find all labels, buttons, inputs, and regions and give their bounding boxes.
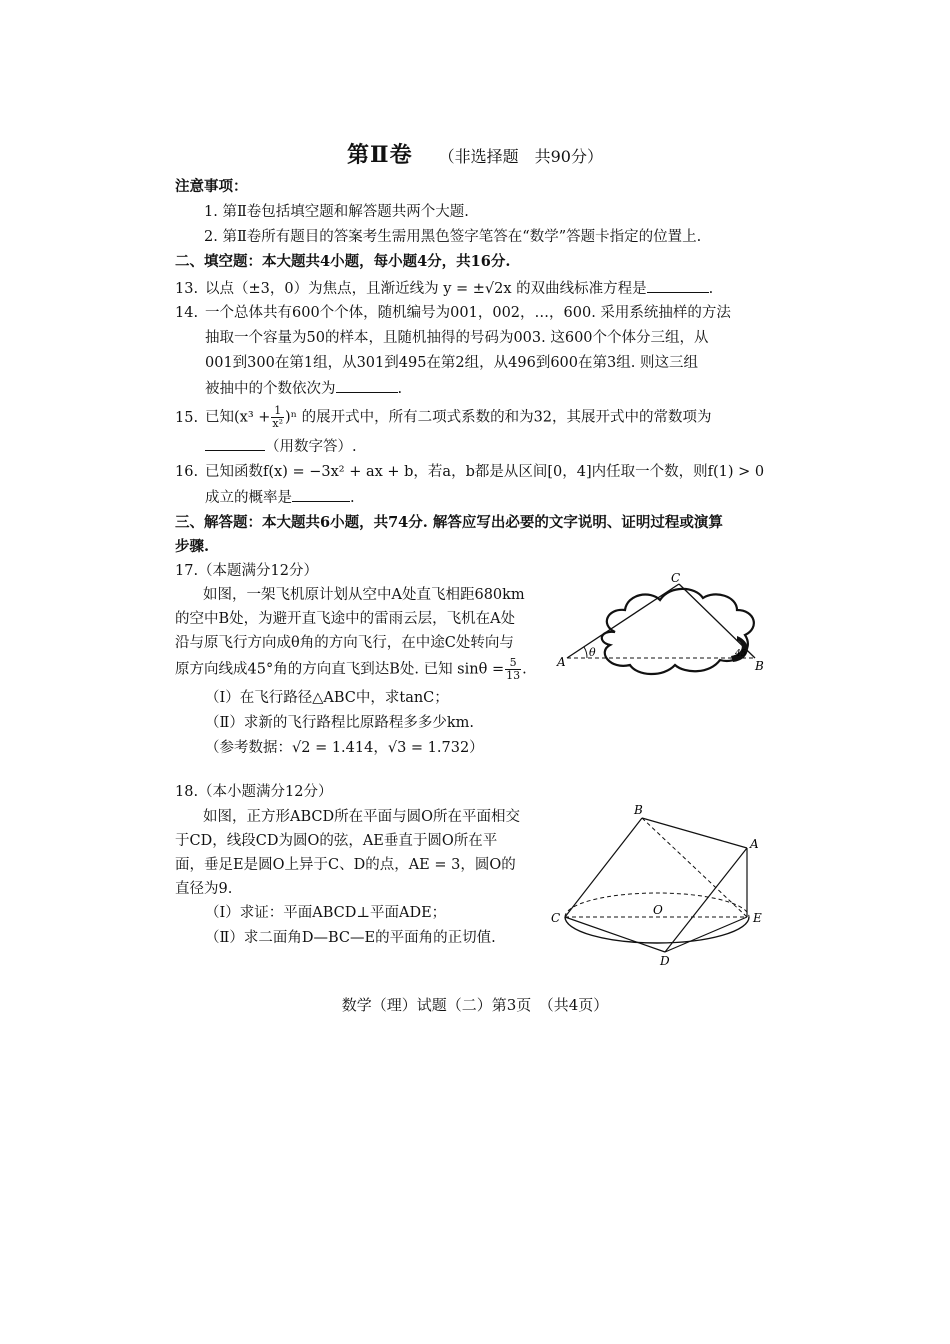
question-16 (175, 462, 764, 482)
edge-ad (665, 848, 747, 952)
q17-part-1: （Ⅰ）在飞行路径△ABC中，求tanC； (205, 690, 449, 706)
q15-number: 15. (175, 409, 199, 426)
q17-line-4 (175, 657, 527, 682)
q17-sin-num: 5 (505, 657, 521, 670)
label-c: C (671, 571, 681, 585)
section3-line-2: 步骤. (175, 538, 210, 555)
q17-heading: 17.（本题满分12分） (175, 563, 319, 579)
q15-fraction (271, 405, 284, 430)
notice-item-2: 2. 第Ⅱ卷所有题目的答案考生需用黑色签字笔答在“数学”答题卡指定的位置上. (204, 229, 702, 245)
label-o: O (653, 903, 663, 917)
q18-part-2: （Ⅱ）求二面角D—BC—E的平面角的正切值. (205, 930, 496, 946)
q13-text: 以点（±3，0）为焦点，且渐近线为 y = ±√2x 的双曲线标准方程是 (205, 281, 647, 297)
q14-line-2: 抽取一个容量为50的样本，且随机抽得的号码为003. 这600个个体分三组，从 (205, 330, 709, 346)
label-theta: θ (589, 646, 596, 659)
label-45: 45 (735, 649, 747, 659)
q17-line-2: 的空中B处，为避开直飞途中的雷雨云层，飞机在A处 (175, 611, 516, 627)
q15-frac-den: x² (272, 417, 284, 430)
notice-item-1: 1. 第Ⅱ卷包括填空题和解答题共两个大题. (204, 204, 469, 220)
q14-number: 14. (175, 305, 199, 321)
cloud-shape (602, 589, 754, 674)
q17-line-3: 沿与原飞行方向成θ角的方向飞行，在中途C处转向与 (175, 635, 514, 651)
q17-sin-den: 13 (506, 669, 521, 682)
q17-line-4-end: . (522, 661, 527, 678)
q17-part-3: （参考数据：√2 = 1.414，√3 = 1.732） (205, 740, 484, 756)
q18-part-1: （Ⅰ）求证：平面ABCD⊥平面ADE； (205, 905, 447, 921)
label-c: C (551, 911, 561, 925)
edge-bc (565, 818, 642, 917)
q17-figure (555, 570, 780, 695)
label-a: A (557, 655, 566, 669)
q14-end: . (397, 381, 403, 397)
q18-figure (550, 802, 775, 967)
section2-heading: 二、填空题：本大题共4小题，每小题4分，共16分. (175, 253, 511, 270)
q13-end: . (708, 281, 714, 297)
q17-sin-fraction (505, 657, 521, 682)
edge-cd (565, 917, 665, 952)
label-e: E (753, 911, 762, 925)
q18-heading: 18.（本小题满分12分） (175, 784, 333, 800)
q17-part-2: （Ⅱ）求新的飞行路程比原路程多多少km. (205, 715, 474, 731)
page-footer: 数学（理）试题（二）第3页 （共4页） (341, 996, 609, 1014)
q15-answer-blank[interactable] (205, 436, 265, 451)
question-13 (175, 278, 713, 299)
q14-answer-blank[interactable] (336, 378, 398, 393)
q17-line-1: 如图，一架飞机原计划从空中A处直飞相距680km (203, 587, 525, 603)
q15-post: )ⁿ 的展开式中，所有二项式系数的和为32，其展开式中的常数项为 (285, 409, 712, 426)
q13-number: 13. (175, 281, 199, 297)
q16-number: 16. (175, 464, 199, 480)
q18-line-1: 如图，正方形ABCD所在平面与圆O所在平面相交 (203, 809, 521, 825)
label-b: B (634, 803, 643, 817)
title-main: 第Ⅱ卷 (347, 142, 413, 168)
q16-line-1: 已知函数f(x) = −3x² + ax + b，若a，b都是从区间[0，4]内任取一个数，则f(1) > 0 (205, 464, 765, 480)
q14-line-1: 一个总体共有600个个体，随机编号为001，002，…，600. 采用系统抽样的方法 (205, 305, 731, 321)
q13-answer-blank[interactable] (647, 278, 709, 293)
q16-end: . (350, 490, 355, 506)
q15-pre: 已知(x³ + (205, 409, 271, 426)
label-a: A (750, 837, 759, 851)
q18-line-2: 于CD，线段CD为圆O的弦，AE垂直于圆O所在平 (175, 833, 498, 849)
q16-answer-blank[interactable] (292, 487, 350, 502)
q16-line-2: 成立的概率是 (205, 490, 292, 506)
q15-line-2-row (205, 436, 357, 457)
theta-arc (584, 647, 587, 658)
q17-line-4-pre: 原方向线成45°角的方向直飞到达B处. 已知 sinθ = (175, 661, 505, 678)
section3-line-1: 三、解答题：本大题共6小题，共74分. 解答应写出必要的文字说明、证明过程或演算 (175, 514, 723, 531)
q18-line-4: 直径为9. (175, 881, 233, 897)
question-15 (175, 405, 712, 430)
segment-de (665, 917, 747, 952)
notice-heading: 注意事项： (175, 178, 248, 195)
label-d: D (660, 954, 670, 967)
question-14 (175, 303, 731, 323)
q15-frac-num: 1 (271, 405, 284, 418)
q15-line-2: （用数字答）. (265, 439, 357, 455)
q18-line-3: 面，垂足E是圆O上异于C、D的点，AE = 3，圆O的 (175, 857, 516, 873)
circle-front (565, 917, 749, 943)
q14-line-4: 被抽中的个数依次为 (205, 381, 336, 397)
section-title (0, 138, 950, 169)
q14-line-4-row (205, 378, 402, 399)
title-sub: （非选择题 共90分） (438, 147, 603, 166)
q14-line-3: 001到300在第1组，从301到495在第2组，从496到600在第3组. 则这三组 (205, 355, 698, 371)
label-b: B (755, 659, 764, 673)
q16-line-2-row (205, 487, 355, 508)
